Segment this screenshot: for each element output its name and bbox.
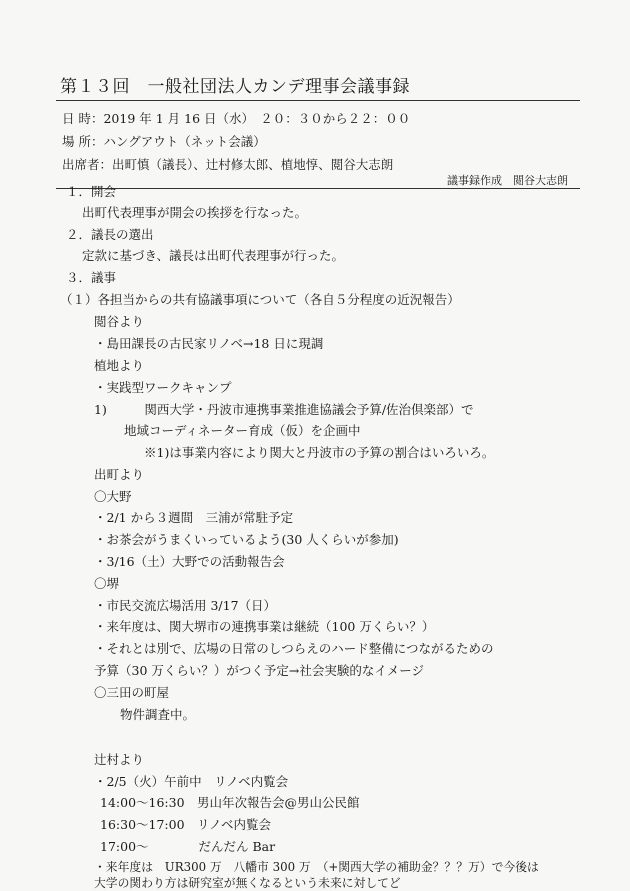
note-line: ※1)は事業内容により関大と丹波市の予算の割合はいろいろ。 <box>144 445 495 460</box>
document-title: 第１３回 一般社団法人カンデ理事会議事録 <box>60 77 410 97</box>
topic-heading: 〇大野 <box>94 489 132 504</box>
speaker-label: 辻村より <box>94 752 145 767</box>
list-item: ・3/16（土）大野での活動報告会 <box>94 554 285 569</box>
list-item: ・島田課長の古民家リノベ→18 日に現調 <box>94 336 324 351</box>
speaker-label: 植地より <box>94 358 145 373</box>
schedule-line: 14:00～16:30 男山年次報告会@男山公民館 <box>100 795 360 810</box>
section-heading: ２．議長の選出 <box>66 227 154 242</box>
list-item: ・お茶会がうまくいっているよう(30 人くらいが参加) <box>94 532 399 547</box>
body-line: 大学の関わり方は研究室が無くなるという未来に対してど <box>94 876 401 890</box>
meta-rule <box>56 188 580 189</box>
section-heading: ３．議事 <box>66 270 117 285</box>
body-line: 地域コーディネーター育成（仮）を企画中 <box>124 423 361 438</box>
list-item: ・来年度は UR300 万 八幡市 300 万 （+関西大学の補助金？？？万）で今後は <box>94 860 539 874</box>
list-item: ・それとは別で、広場の日常のしつらえのハード整備につながるための <box>94 641 494 656</box>
speaker-label: 出町より <box>94 467 145 482</box>
meta-datetime: 日 時：2019 年 1 月 16 日（水） ２０：３０から２２：００ <box>62 111 411 126</box>
topic-heading: 〇堺 <box>94 576 120 591</box>
body-line: 出町代表理事が開会の挨拶を行なった。 <box>82 205 308 220</box>
body-line: 予算（30 万くらい？）がつく予定→社会実験的なイメージ <box>94 663 424 678</box>
list-item: ・市民交流広場活用 3/17（日） <box>94 598 277 613</box>
list-item: ・実践型ワークキャンプ <box>94 380 232 395</box>
meta-attendees: 出席者：出町慎（議長）、辻村修太郎、植地惇、閲谷大志朗 <box>62 157 394 172</box>
meta-author: 議事録作成 閲谷大志朗 <box>447 174 568 187</box>
schedule-line: 17:00～ だんだん Bar <box>100 839 276 854</box>
subsection-heading: （１）各担当からの共有協議事項について（各自５分程度の近況報告） <box>60 292 460 307</box>
list-item: ・2/5（火）午前中 リノベ内覧会 <box>94 774 289 789</box>
section-heading: １．開会 <box>66 184 117 199</box>
body-line: 物件調査中。 <box>120 707 196 722</box>
speaker-label: 閲谷より <box>94 314 145 329</box>
body-line: 1) 関西大学・丹波市連携事業推進協議会予算/佐治倶楽部）で <box>94 402 474 417</box>
body-line: 定款に基づき、議長は出町代表理事が行った。 <box>82 248 345 263</box>
list-item: ・来年度は、関大堺市の連携事業は継続（100 万くらい？） <box>94 619 435 634</box>
meta-place: 場 所：ハングアウト（ネット会議） <box>62 134 266 149</box>
list-item: ・2/1 から３週間 三浦が常駐予定 <box>94 510 294 525</box>
schedule-line: 16:30～17:00 リノベ内覧会 <box>100 817 272 832</box>
title-rule <box>56 100 580 101</box>
topic-heading: 〇三田の町屋 <box>94 685 170 700</box>
